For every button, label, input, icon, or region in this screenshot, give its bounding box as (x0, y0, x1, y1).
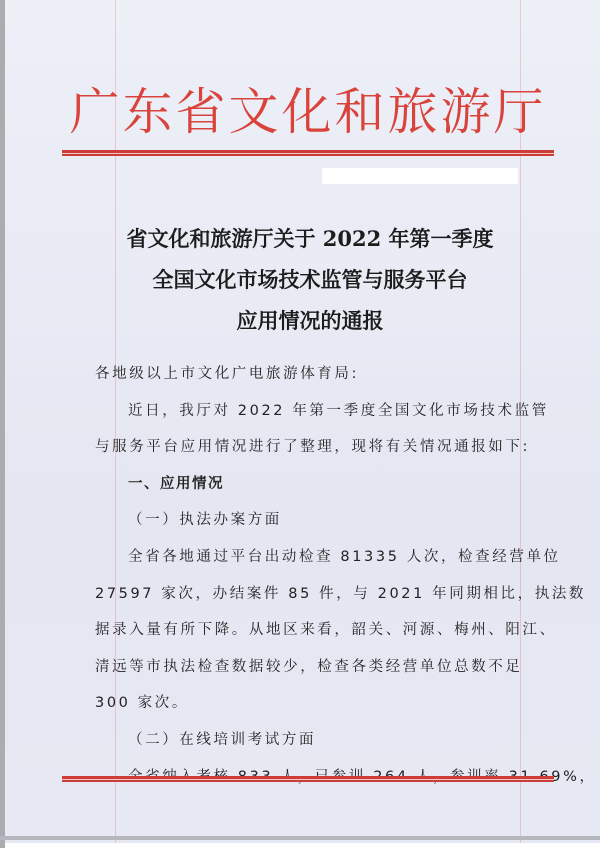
scan-edge-left (0, 0, 5, 848)
redacted-document-number (322, 168, 518, 184)
subsection-heading: （二）在线培训考试方面 (128, 731, 317, 748)
subsection-heading: （一）执法办案方面 (128, 512, 282, 529)
paragraph-line: 27597 家次，办结案件 85 件，与 2021 年同期相比，执法数 (95, 585, 587, 602)
paragraph-line: 近日，我厅对 2022 年第一季度全国文化市场技术监管 (128, 402, 549, 419)
document-body (95, 362, 587, 801)
masthead-org-name: 广东省文化和旅游厅 (69, 83, 547, 141)
salutation: 各地级以上市文化广电旅游体育局: (95, 366, 359, 382)
title-line: 省文化和旅游厅关于 2022 年第一季度 (126, 226, 494, 251)
paragraph-line: 300 家次。 (95, 695, 189, 712)
scan-edge-bottom (0, 836, 600, 840)
masthead-red-rule (62, 150, 554, 156)
paragraph-line: 与服务平台应用情况进行了整理，现将有关情况通报如下: (95, 439, 530, 456)
title-line: 全国文化市场技术监管与服务平台 (152, 267, 468, 292)
document-title (60, 218, 560, 341)
paragraph-line: 清远等市执法检查数据较少，检查各类经营单位总数不足 (95, 658, 523, 675)
paragraph-line (95, 765, 545, 802)
title-line: 应用情况的通报 (236, 308, 384, 333)
section-heading: 一、应用情况 (128, 475, 224, 492)
paragraph-line: 全省各地通过平台出动检查 81335 人次，检查经营单位 (128, 548, 561, 565)
paragraph-line: 据录入量有所下降。从地区来看，韶关、河源、梅州、阳江、 (95, 622, 557, 639)
footer-red-rule (62, 776, 554, 782)
